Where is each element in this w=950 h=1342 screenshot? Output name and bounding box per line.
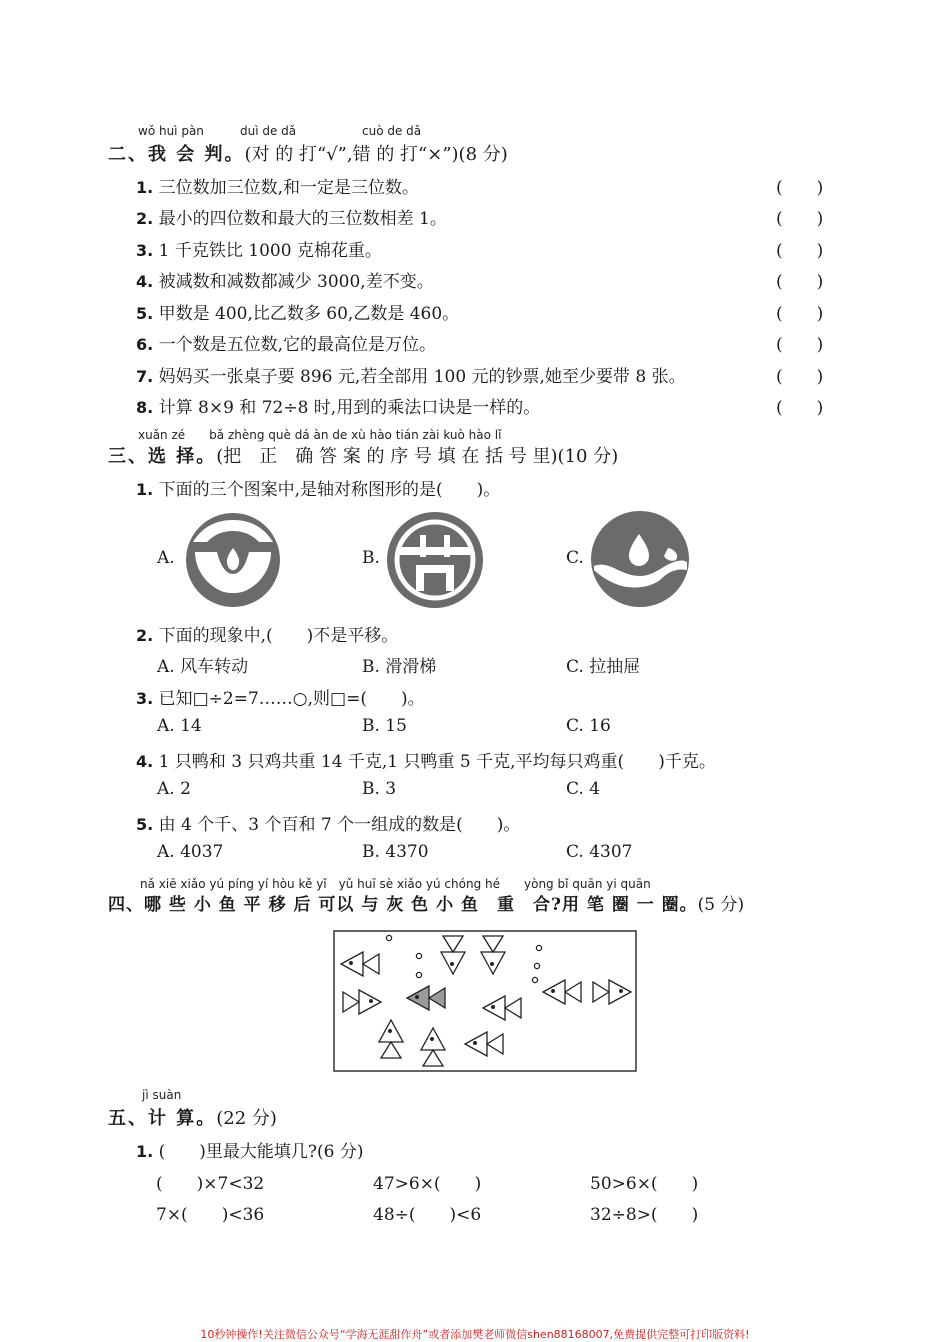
section4-pinyin: nǎ xiē xiǎo yú píng yí hòu kě yǐ yǔ huī sè xiǎo yú chóng hé yòng bǐ quān yi quān [140,877,651,891]
s3-q2-option-a[interactable]: A. 风车转动 [157,657,249,677]
section3-heading [108,442,618,468]
s3-q4-option-b[interactable]: B. 3 [362,779,397,799]
s2-item-text: 最小的四位数和最大的三位数相差 1。 [158,209,447,229]
s2-item-1 [136,173,419,198]
s2-answer-box-1[interactable]: ( ) [776,178,824,198]
s2-item-4 [136,267,434,292]
s3-q2-option-b[interactable]: B. 滑滑梯 [362,657,437,677]
section3-title: 三、选 择。 [108,446,217,467]
bubble [416,972,421,977]
s3-q4 [136,747,716,772]
s2-item-7 [136,362,686,387]
s2-answer-box-5[interactable]: ( ) [776,304,824,324]
pinyin-dui-de-da: duì de dǎ [240,124,297,138]
section2-title: 二、我 会 判。 [108,144,245,165]
calc-r1-c3[interactable]: 50>6×( ) [590,1174,699,1194]
s2-item-text: 计算 8×9 和 72÷8 时,用到的乘法口诀是一样的。 [158,398,541,418]
s3-q2 [136,621,398,646]
s5-q1-text: ( )里最大能填几?(6 分) [158,1142,364,1162]
section3-pinyin: xuǎn zé bǎ zhèng què dá àn de xù hào tián zài kuò hào lǐ [138,428,502,442]
s3-q1-text: 下面的三个图案中,是轴对称图形的是( )。 [158,480,501,500]
symbol-a-leaf-icon [185,512,281,608]
s3-q5-option-b[interactable]: B. 4370 [362,842,429,862]
s3-q1-option-b[interactable]: B. [362,548,380,568]
s3-q1-option-c[interactable]: C. [566,548,584,568]
s5-q1-num: 1. [136,1142,154,1161]
bubble [532,977,537,982]
section5-title: 五、计 算。 [108,1108,217,1129]
symbol-b-gate-icon [386,511,484,609]
s3-q1-option-a[interactable]: A. [157,548,175,568]
calc-r2-c3[interactable]: 32÷8>( ) [590,1205,699,1225]
s2-item-num: 5. [136,304,154,323]
s3-q4-option-c[interactable]: C. 4 [566,779,601,799]
symbol-c-drop-icon [590,510,690,608]
s3-q3-num: 3. [136,689,154,708]
section3-instruction: (把 正 确 答 案 的 序 号 填 在 括 号 里)(10 分) [216,446,619,467]
section5-points: (22 分) [216,1108,277,1129]
calc-r1-c1[interactable]: ( )×7<32 [156,1174,265,1194]
s2-item-num: 7. [136,367,154,386]
section4-heading [108,890,744,915]
s2-item-8 [136,393,540,418]
calc-r2-c1[interactable]: 7×( )<36 [156,1205,265,1225]
s3-q3-text: 已知□÷2=7……○,则□=( )。 [158,689,425,709]
footer-promo: 10秒钟操作!关注微信公众号“学海无涯甜作舟”或者添加樊老师微信shen88168007,免费提供完整可打印版资料! [200,1328,750,1341]
s2-answer-box-2[interactable]: ( ) [776,209,824,229]
s2-item-num: 6. [136,335,154,354]
s2-item-text: 妈妈买一张桌子要 896 元,若全部用 100 元的钞票,她至少要带 8 张。 [158,367,686,387]
s3-q5 [136,810,520,835]
s2-item-num: 1. [136,178,154,197]
s2-answer-box-6[interactable]: ( ) [776,335,824,355]
s3-q4-option-a[interactable]: A. 2 [157,779,191,799]
section4-points: (5 分) [697,895,745,915]
s3-q5-text: 由 4 个千、3 个百和 7 个一组成的数是( )。 [158,815,521,835]
s2-answer-box-3[interactable]: ( ) [776,241,824,261]
s2-item-num: 3. [136,241,154,260]
s3-q3-option-a[interactable]: A. 14 [157,716,202,736]
section5-heading [108,1104,277,1130]
s3-q4-text: 1 只鸭和 3 只鸡共重 14 千克,1 只鸭重 5 千克,平均每只鸡重( )千克。 [158,752,716,772]
pinyin-cuo-de-da: cuò de dǎ [362,124,422,138]
fish-puzzle-figure [333,930,637,1072]
s3-q5-option-a[interactable]: A. 4037 [157,842,224,862]
section5-pinyin: jì suàn [142,1088,182,1102]
s3-q3 [136,684,425,709]
bubble [416,953,421,958]
calc-r1-c2[interactable]: 47>6×( ) [373,1174,482,1194]
s5-q1 [136,1137,364,1162]
s3-q1-num: 1. [136,480,154,499]
bubble [536,945,541,950]
s2-item-5 [136,299,459,324]
pinyin-wo-hui-pan: wǒ huì pàn [138,124,204,138]
section2-instruction: (对 的 打“√”,错 的 打“×”)(8 分) [244,144,508,165]
s2-item-6 [136,330,436,355]
s2-item-text: 被减数和减数都减少 3000,差不变。 [158,272,434,292]
s2-item-text: 1 千克铁比 1000 克棉花重。 [158,241,382,261]
s3-q2-option-c[interactable]: C. 拉抽屉 [566,657,641,677]
s3-q5-num: 5. [136,815,154,834]
s2-item-text: 一个数是五位数,它的最高位是万位。 [158,335,437,355]
section4-title: 四、哪 些 小 鱼 平 移 后 可以 与 灰 色 小 鱼 重 合?用 笔 圈 一 圈。 [108,895,698,915]
s2-item-num: 4. [136,272,154,291]
calc-r2-c2[interactable]: 48÷( )<6 [373,1205,482,1225]
s2-item-num: 2. [136,209,154,228]
s2-item-text: 三位数加三位数,和一定是三位数。 [158,178,420,198]
s2-answer-box-7[interactable]: ( ) [776,367,824,387]
bubble [534,963,539,968]
s3-q4-num: 4. [136,752,154,771]
s2-item-2 [136,204,447,229]
s3-q2-num: 2. [136,626,154,645]
s3-q2-text: 下面的现象中,( )不是平移。 [158,626,399,646]
s2-item-num: 8. [136,398,154,417]
s2-item-text: 甲数是 400,比乙数多 60,乙数是 460。 [158,304,460,324]
s2-item-3 [136,236,382,261]
section2-heading [108,140,508,166]
s3-q5-option-c[interactable]: C. 4307 [566,842,633,862]
s2-answer-box-8[interactable]: ( ) [776,398,824,418]
s3-q3-option-b[interactable]: B. 15 [362,716,407,736]
s3-q3-option-c[interactable]: C. 16 [566,716,611,736]
bubble [386,935,391,940]
s3-q1 [136,475,500,500]
s2-answer-box-4[interactable]: ( ) [776,272,824,292]
